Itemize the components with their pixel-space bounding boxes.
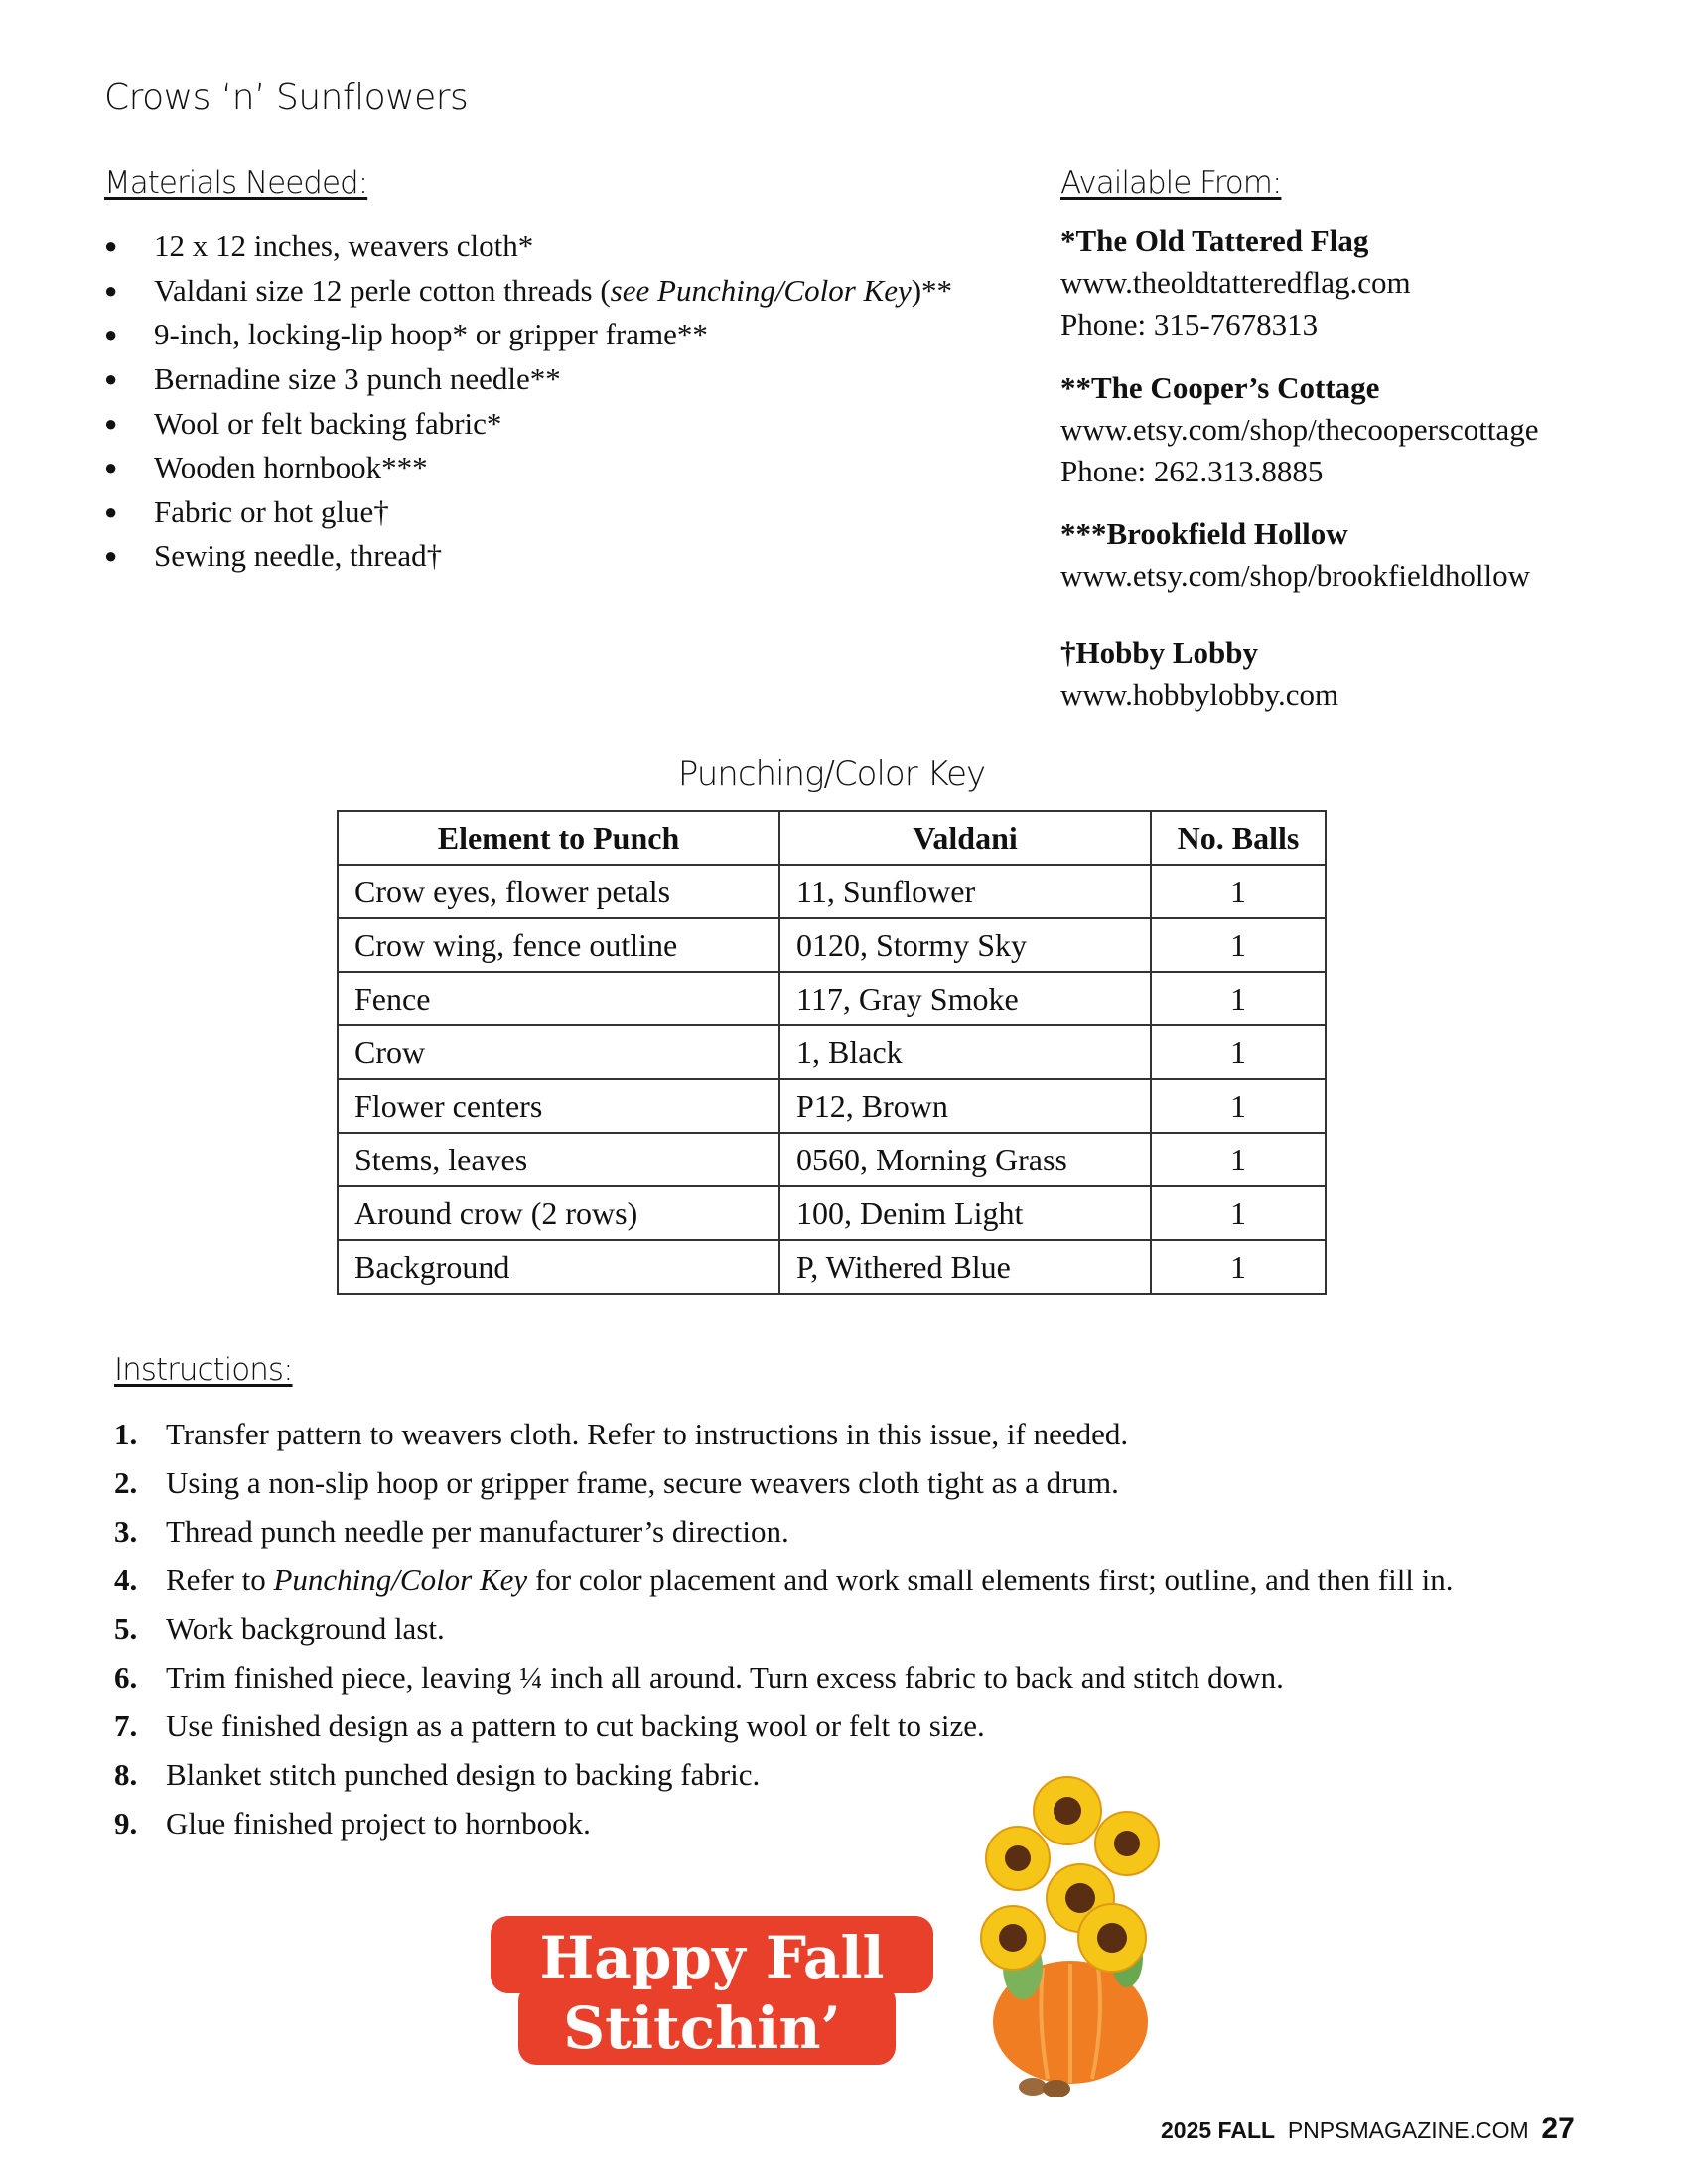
table-cell: 0120, Stormy Sky bbox=[779, 918, 1151, 972]
instructions-heading: Instructions: bbox=[114, 1352, 293, 1388]
list-item: ● Bernadine size 3 punch needle** bbox=[104, 361, 561, 397]
table-row bbox=[338, 865, 1326, 918]
svg-text:Stitchin’: Stitchin’ bbox=[563, 1994, 841, 2062]
color-key-title: Punching/Color Key bbox=[677, 754, 986, 794]
list-item: ● Wooden hornbook*** bbox=[104, 450, 428, 485]
materials-heading: Materials Needed: bbox=[104, 165, 368, 201]
list-item: ● Sewing needle, thread† bbox=[104, 538, 443, 574]
table-cell: Background bbox=[338, 1240, 779, 1294]
source-url[interactable]: www.theoldtatteredflag.com bbox=[1060, 265, 1411, 300]
list-item: ● 12 x 12 inches, weavers cloth* bbox=[104, 228, 534, 264]
source-brookfield-hollow: ***Brookfield Hollow www.etsy.com/shop/brookfieldhollow bbox=[1060, 516, 1530, 593]
table-cell: 11, Sunflower bbox=[779, 865, 1151, 918]
page-number: 27 bbox=[1541, 2113, 1575, 2145]
instruction-step: 2. Using a non-slip hoop or gripper frame, secure weavers cloth tight as a drum. bbox=[114, 1464, 1119, 1500]
instruction-step: 3. Thread punch needle per manufacturer’s direction. bbox=[114, 1513, 789, 1549]
source-hobby-lobby: †Hobby Lobby www.hobbylobby.com bbox=[1060, 635, 1339, 712]
instruction-step: 6. Trim finished piece, leaving ¼ inch all around. Turn excess fabric to back and stitch down. bbox=[114, 1659, 1284, 1695]
table-cell: 0560, Morning Grass bbox=[779, 1133, 1151, 1186]
table-cell: P, Withered Blue bbox=[779, 1240, 1151, 1294]
table-cell: Crow eyes, flower petals bbox=[338, 865, 779, 918]
page-title: Crows ‘n’ Sunflowers bbox=[104, 77, 469, 118]
instruction-step: 1. Transfer pattern to weavers cloth. Refer to instructions in this issue, if needed. bbox=[114, 1416, 1129, 1451]
page-footer: 2025 FALL PNPSMAGAZINE.COM 27 bbox=[1161, 2113, 1575, 2145]
instruction-step: 7. Use finished design as a pattern to cut backing wool or felt to size. bbox=[114, 1707, 985, 1743]
table-row bbox=[338, 1133, 1326, 1186]
table-cell: P12, Brown bbox=[779, 1079, 1151, 1133]
materials-list bbox=[104, 224, 952, 579]
table-cell: 100, Denim Light bbox=[779, 1186, 1151, 1240]
source-url[interactable]: www.etsy.com/shop/brookfieldhollow bbox=[1060, 558, 1530, 593]
step-number: 7. bbox=[114, 1707, 138, 1743]
sources-heading: Available From: bbox=[1060, 165, 1282, 201]
sunflower-pumpkin-illustration bbox=[953, 1769, 1196, 2097]
table-cell: 1, Black bbox=[779, 1025, 1151, 1079]
table-row bbox=[338, 972, 1326, 1025]
table-cell: Fence bbox=[338, 972, 779, 1025]
source-old-tattered-flag: *The Old Tattered Flag www.theoldtatteredflag.com Phone: 315-7678313 bbox=[1060, 223, 1411, 341]
table-cell: 1 bbox=[1151, 1025, 1326, 1079]
table-row bbox=[338, 1025, 1326, 1079]
table-row bbox=[338, 1186, 1326, 1240]
list-item: ● Valdani size 12 perle cotton threads ( see Punching/Color Key )** bbox=[104, 272, 953, 308]
table-cell: Around crow (2 rows) bbox=[338, 1186, 779, 1240]
step-number: 4. bbox=[114, 1562, 138, 1597]
table-cell: 1 bbox=[1151, 1133, 1326, 1186]
table-row bbox=[338, 1079, 1326, 1133]
table-cell: 1 bbox=[1151, 972, 1326, 1025]
step-number: 5. bbox=[114, 1610, 138, 1646]
source-url[interactable]: www.etsy.com/shop/thecooperscottage bbox=[1060, 412, 1539, 447]
table-cell: 1 bbox=[1151, 918, 1326, 972]
step-number: 9. bbox=[114, 1805, 138, 1841]
svg-text:Happy Fall: Happy Fall bbox=[539, 1924, 885, 1991]
list-item: ● Fabric or hot glue† bbox=[104, 493, 389, 529]
color-key-table bbox=[337, 810, 1327, 1295]
step-number: 6. bbox=[114, 1659, 138, 1695]
step-number: 2. bbox=[114, 1464, 138, 1500]
table-cell: Stems, leaves bbox=[338, 1133, 779, 1186]
table-cell: 1 bbox=[1151, 1240, 1326, 1294]
table-header-row: Element to Punch Valdani No. Balls bbox=[338, 811, 1326, 865]
instruction-step: 4. Refer to Punching/Color Key for color placement and work small elements first; outline, and then fill in. bbox=[114, 1562, 1454, 1597]
source-coopers-cottage: **The Cooper’s Cottage www.etsy.com/shop/thecooperscottage Phone: 262.313.8885 bbox=[1060, 370, 1539, 488]
list-item: ● 9-inch, locking-lip hoop* or gripper frame** bbox=[104, 317, 708, 352]
instruction-step: 8. Blanket stitch punched design to backing fabric. bbox=[114, 1756, 761, 1792]
table-cell: Crow wing, fence outline bbox=[338, 918, 779, 972]
table-cell: 1 bbox=[1151, 1186, 1326, 1240]
step-number: 3. bbox=[114, 1513, 138, 1549]
table-cell: Crow bbox=[338, 1025, 779, 1079]
instruction-step: 5. Work background last. bbox=[114, 1610, 445, 1646]
source-url[interactable]: www.hobbylobby.com bbox=[1060, 677, 1339, 712]
step-number: 1. bbox=[114, 1416, 138, 1451]
table-cell: 1 bbox=[1151, 865, 1326, 918]
step-number: 8. bbox=[114, 1756, 138, 1792]
list-item: ● Wool or felt backing fabric* bbox=[104, 405, 502, 441]
table-row bbox=[338, 1240, 1326, 1294]
instruction-step: 9. Glue finished project to hornbook. bbox=[114, 1805, 591, 1841]
table-cell: 1 bbox=[1151, 1079, 1326, 1133]
table-row bbox=[338, 918, 1326, 972]
happy-fall-stitchin-banner bbox=[489, 1914, 935, 2068]
table-cell: 117, Gray Smoke bbox=[779, 972, 1151, 1025]
instructions-list bbox=[114, 1410, 1454, 1847]
table-cell: Flower centers bbox=[338, 1079, 779, 1133]
